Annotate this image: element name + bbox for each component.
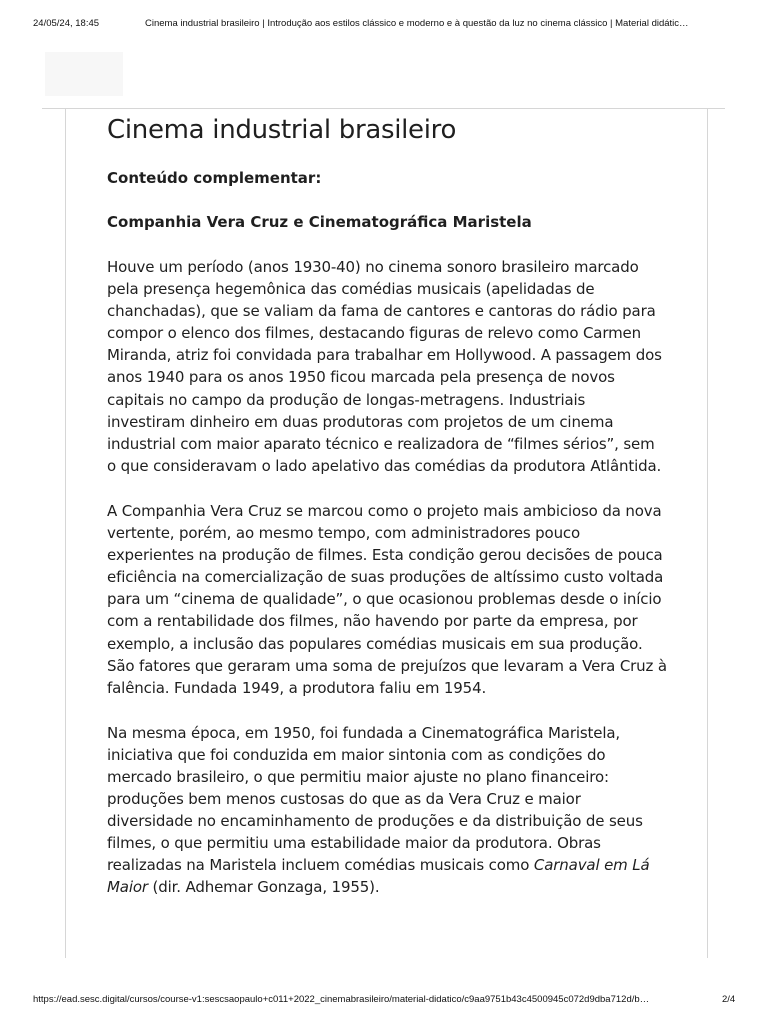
section-heading: Companhia Vera Cruz e Cinematográfica Maristela: [107, 213, 532, 231]
article-content: [107, 110, 667, 899]
paragraph-vera-cruz: A Companhia Vera Cruz se marcou como o projeto mais ambicioso da nova vertente, porém, ao mesmo tempo, com administradores pouco experientes na produção de filmes. Esta condição gerou decisões de pouca eficiência na comercialização de suas produções de altíssimo custo voltada para um “cinema de qualidade”, o que ocasionou problemas desde o início com a rentabilidade dos filmes, não havendo por parte da empresa, por exemplo, a inclusão das populares comédias musicais em sua produção. São fatores que geraram uma soma de prejuízos que levaram a Vera Cruz à falência. Fundada 1949, a produtora faliu em 1954.: [107, 501, 667, 697]
complementary-content-label: Conteúdo complementar:: [107, 169, 322, 187]
site-logo-placeholder: [45, 52, 123, 96]
print-url: https://ead.sesc.digital/cursos/course-v1:sescsaopaulo+c011+2022_cinemabrasileiro/material-didatico/c9aa9751b43c4500945c072d9dba712d/b…: [33, 994, 650, 1005]
film-title: Carnaval em Lá Maior: [107, 856, 650, 897]
content-right-border: [707, 108, 708, 958]
print-footer: [0, 994, 768, 1024]
paragraph-maristela: [107, 722, 667, 899]
content-left-border: [65, 108, 66, 958]
print-datetime: 24/05/24, 18:45: [33, 18, 100, 29]
article-title: Cinema industrial brasileiro: [107, 115, 457, 145]
print-page-number: 2/4: [722, 994, 736, 1005]
paragraph-maristela-text: Na mesma época, em 1950, foi fundada a Cinematográfica Maristela, iniciativa que foi conduzida em maior sintonia com as condições do mercado brasileiro, o que permitiu maior ajuste no plano financeiro: produções bem menos custosas do que as da Vera Cruz e maior diversidade no encaminhamento de produções e da distribuição de seus filmes, o que permitiu uma estabilidade maior da produtora. Obras realizadas na Maristela incluem comédias musicais como: [107, 723, 643, 875]
paragraph-maristela-end: (dir. Adhemar Gonzaga, 1955).: [147, 878, 380, 897]
paragraph-chanchadas: Houve um período (anos 1930-40) no cinema sonoro brasileiro marcado pela presença hegemônica das comédias musicais (apelidadas de chanchadas), que se valiam da fama de cantores e cantoras do rádio para compor o elenco dos filmes, destacando figuras de relevo como Carmen Miranda, atriz foi convidada para trabalhar em Hollywood. A passagem dos anos 1940 para os anos 1950 ficou marcada pela presença de novos capitais no campo da produção de longas-metragens. Industriais investiram dinheiro em duas produtoras com projetos de um cinema industrial com maior aparato técnico e realizadora de “filmes sérios”, sem o que consideravam o lado apelativo das comédias da produtora Atlântida.: [107, 258, 662, 475]
print-header: [0, 0, 768, 40]
print-page-title: Cinema industrial brasileiro | Introdução aos estilos clássico e moderno e à questão da luz no cinema clássico | Material didátic…: [145, 18, 689, 29]
